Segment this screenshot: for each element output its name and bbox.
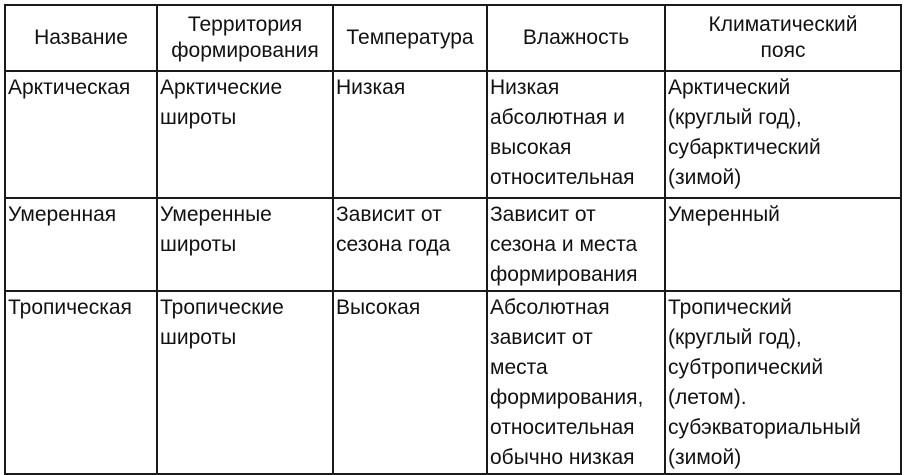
cell-line: Низкая	[336, 76, 406, 99]
cell-line: Зависит от	[490, 203, 596, 226]
cell-line: абсолютная и	[490, 106, 625, 129]
cell-line: Умеренная	[8, 203, 117, 226]
cell-line: зависит от	[490, 326, 593, 349]
cell-line: (летом).	[668, 386, 747, 409]
cell-line: относительная	[490, 166, 635, 189]
table-row-arctic	[5, 71, 901, 198]
cell-line: формирования,	[490, 386, 644, 409]
cell-line: сезона года	[336, 233, 451, 256]
header-name-line-1: Название	[34, 26, 128, 49]
cell-territory	[157, 71, 333, 198]
cell-humidity	[487, 71, 665, 198]
cell-line: (круглый год),	[668, 106, 802, 129]
cell-climate-zone	[665, 71, 901, 198]
header-climate-zone-line-2: пояс	[760, 39, 806, 62]
cell-line: сезона и места	[490, 233, 638, 256]
cell-line: широты	[160, 233, 237, 256]
header-territory	[157, 5, 333, 71]
cell-line: субтропический	[668, 356, 824, 379]
cell-line: формирования	[490, 263, 638, 286]
cell-name	[5, 291, 157, 474]
header-temperature	[333, 5, 487, 71]
header-territory-line-1: Территория	[187, 13, 303, 36]
header-temperature-line-1: Температура	[346, 26, 474, 49]
header-humidity-line-1: Влажность	[522, 26, 630, 49]
cell-temperature	[333, 71, 487, 198]
header-territory-line-2: формирования	[171, 39, 319, 62]
table-row-temperate	[5, 198, 901, 291]
cell-territory	[157, 291, 333, 474]
cell-humidity	[487, 291, 665, 474]
cell-line: Арктическая	[8, 76, 131, 99]
cell-line: Низкая	[490, 76, 560, 99]
cell-line: (зимой)	[668, 446, 742, 469]
cell-line: широты	[160, 326, 237, 349]
header-humidity	[487, 5, 665, 71]
table-row-tropical	[5, 291, 901, 474]
header-name	[5, 5, 157, 71]
cell-line: Арктический	[668, 76, 791, 99]
cell-line: Тропические	[160, 296, 284, 319]
cell-climate-zone	[665, 291, 901, 474]
cell-climate-zone	[665, 198, 901, 291]
cell-territory	[157, 198, 333, 291]
cell-line: (круглый год),	[668, 326, 802, 349]
cell-line: места	[490, 356, 548, 379]
cell-humidity	[487, 198, 665, 291]
cell-line: высокая	[490, 136, 572, 159]
cell-line: Тропическая	[8, 296, 132, 319]
cell-line: (зимой)	[668, 166, 742, 189]
cell-name	[5, 198, 157, 291]
cell-line: Зависит от	[336, 203, 442, 226]
cell-line: Умеренные	[160, 203, 272, 226]
cell-line: Арктические	[160, 76, 283, 99]
cell-line: относительная	[490, 416, 635, 439]
cell-line: Умеренный	[668, 203, 780, 226]
cell-line: субэкваториальный	[668, 416, 861, 439]
cell-temperature	[333, 291, 487, 474]
climate-table-frame	[4, 4, 900, 475]
cell-line: субарктический	[668, 136, 821, 159]
cell-temperature	[333, 198, 487, 291]
cell-line: Тропический	[668, 296, 792, 319]
header-row	[5, 5, 901, 71]
cell-line: Абсолютная	[490, 296, 610, 319]
cell-name	[5, 71, 157, 198]
cell-line: обычно низкая	[490, 446, 635, 469]
cell-line: Высокая	[336, 296, 421, 319]
cell-line: широты	[160, 106, 237, 129]
header-climate-zone-line-1: Климатический	[708, 13, 858, 36]
header-climate-zone	[665, 5, 901, 71]
air-masses-table	[4, 4, 902, 475]
